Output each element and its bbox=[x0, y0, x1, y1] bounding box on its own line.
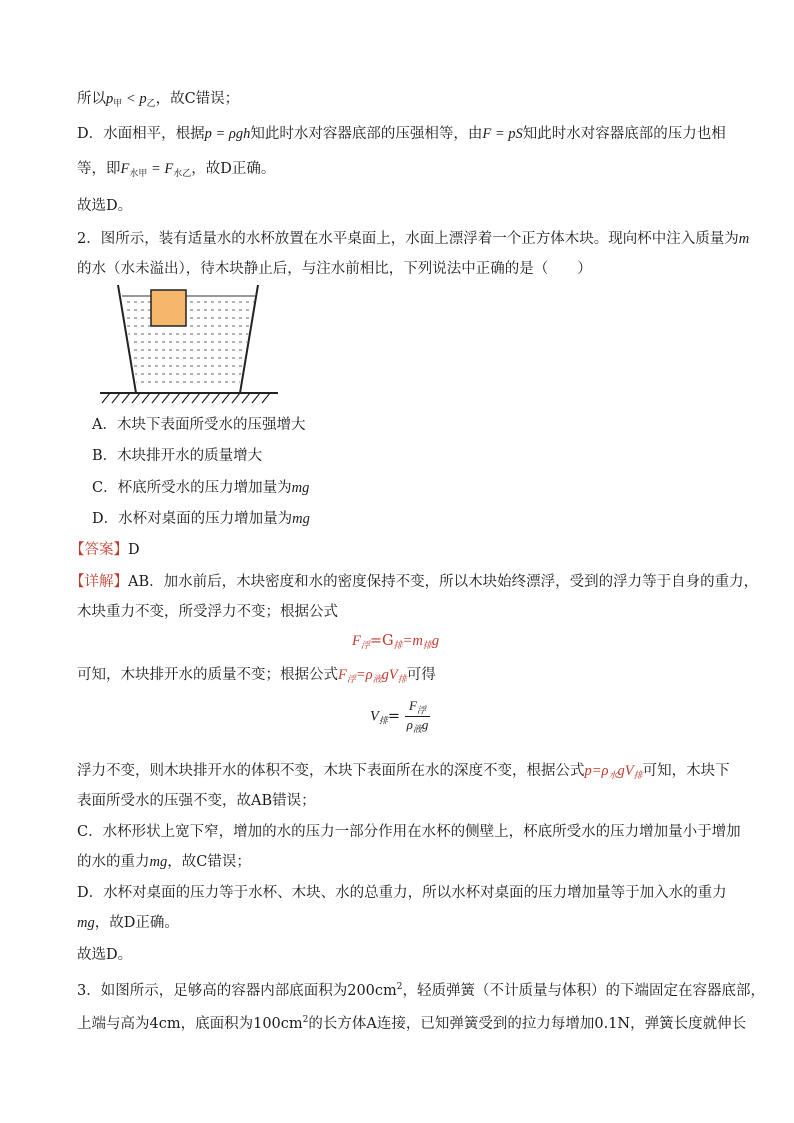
q2-detail-line-6: C．水杯形状上宽下窄，增加的水的压力一部分作用在水杯的侧壁上，杯底所受水的压力增加量小于增加 bbox=[77, 824, 741, 840]
q2-detail-line-3: 可知，木块排开水的质量不变；根据公式$F_浮=\rho_液gV_排$可得 bbox=[77, 667, 436, 684]
q3-line-1: 3．如图所示，足够高的容器内部底面积为$200cm^2$，轻质弹簧（不计质量与体积）的下端固定在容器底部， bbox=[77, 982, 766, 999]
q2-line-2: 的水（水未溢出），待木块静止后，与注水前相比，下列说法中正确的是（ ） bbox=[77, 261, 592, 277]
q2-detail-line-4: 浮力不变，则木块排开水的体积不变，木块下表面所在水的深度不变，根据公式$p=\rho_水gV_排$可知，木块下 bbox=[77, 763, 730, 780]
q2-detail-line-5: 表面所受水的压强不变，故AB错误； bbox=[77, 793, 316, 809]
q2-detail-line-1: 【详解】AB．加水前后，木块密度和水的密度保持不变，所以木块始终漂浮，受到的浮力等于自身的重力， bbox=[70, 574, 759, 590]
q2-answer: 【答案】D bbox=[70, 542, 140, 558]
q2-option-a: A．木块下表面所受水的压强增大 bbox=[92, 417, 306, 433]
prev-line-2: D．水面相平，根据p = ρgh知此时水对容器底部的压强相等，由F = pS知此时水对容器底部的压力也相 bbox=[77, 126, 726, 142]
prev-line-1: 所以$p_甲 < p_乙$，故C错误； bbox=[77, 91, 240, 109]
q2-option-d: D．水杯对桌面的压力增加量为mg bbox=[92, 511, 310, 527]
q2-option-b: B．木块排开水的质量增大 bbox=[92, 448, 263, 464]
wood-block bbox=[151, 290, 186, 326]
q2-line-1: 2．图所示，装有适量水的水杯放置在水平桌面上，水面上漂浮着一个正方体木块。现向杯中注入质量为m bbox=[77, 231, 750, 247]
equation-volume-fraction: $V_排=$ $\frac{F_浮}{\rho_液g}$ bbox=[370, 698, 429, 734]
cup-outline bbox=[118, 285, 258, 393]
water-dashes bbox=[120, 302, 260, 382]
fraction: $\frac{F_浮}{\rho_液g}$ bbox=[406, 698, 429, 734]
q2-option-c: C．杯底所受水的压力增加量为mg bbox=[92, 480, 310, 496]
cup-figure bbox=[100, 280, 280, 410]
q2-detail-line-8: D．水杯对桌面的压力等于水杯、木块、水的总重力，所以水杯对桌面的压力增加量等于加入水的重力 bbox=[77, 885, 727, 901]
equation-buoyancy-weight: $F_浮=G_排=m_排g$ bbox=[352, 633, 440, 650]
q2-detail-line-2: 木块重力不变，所受浮力不变；根据公式 bbox=[77, 604, 338, 620]
table-hatch bbox=[102, 393, 270, 403]
prev-conclusion: 故选D。 bbox=[77, 198, 133, 214]
q2-detail-line-7: 的水的重力mg，故C错误； bbox=[77, 854, 251, 870]
q2-conclusion: 故选D。 bbox=[77, 947, 133, 963]
q3-line-2: 上端与高为4cm，底面积为$100cm^2$的长方体A连接，已知弹簧受到的拉力每增加0.1N，弹簧长度就伸长 bbox=[77, 1015, 747, 1032]
prev-line-3: 等，即$F_{水甲} = F_{水乙}$，故D正确。 bbox=[77, 161, 276, 179]
q2-detail-line-9: mg，故D正确。 bbox=[77, 915, 179, 931]
